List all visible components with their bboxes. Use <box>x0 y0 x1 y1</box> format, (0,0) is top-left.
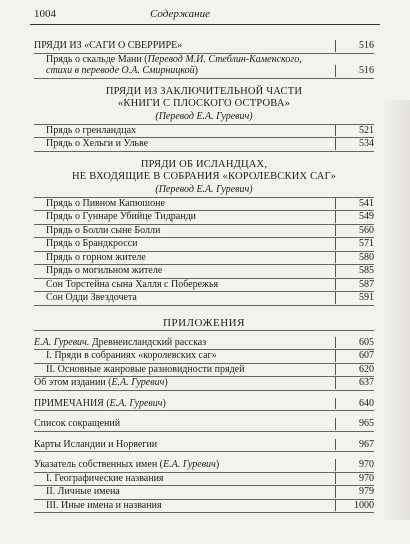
entry-title: Сон Торстейна сына Халля с Побережья <box>46 278 219 290</box>
toc-entry[interactable] <box>34 198 374 212</box>
toc-entry-mani[interactable] <box>34 54 374 79</box>
page-number: 1004 <box>34 8 56 20</box>
entry-title: Прядь о Пивном Капюшоне <box>46 197 165 209</box>
section-title-line: ПРЯДИ ОБ ИСЛАНДЦАХ, <box>140 158 268 170</box>
toc-entry[interactable] <box>34 500 374 514</box>
toc-entry-index[interactable] <box>34 459 374 473</box>
entry-title: Прядь о скальде Мани ( <box>46 53 148 65</box>
entry-page: 620 <box>335 364 374 376</box>
toc-entry[interactable] <box>34 252 374 266</box>
entry-page: 591 <box>335 292 374 304</box>
toc-entry-maps[interactable] <box>34 439 374 453</box>
toc-entry[interactable] <box>34 350 374 364</box>
translator-text: (Перевод Е.А. Гуревич) <box>155 110 253 122</box>
section-heading-flateyjarbok <box>34 86 374 111</box>
entry-page: 965 <box>335 418 374 430</box>
entry-page: 580 <box>335 252 374 264</box>
toc-entry[interactable] <box>34 125 374 139</box>
entry-author: Е.А. Гуревич <box>111 377 165 389</box>
translator-text: (Перевод Е.А. Гуревич) <box>155 183 253 195</box>
header-rule <box>30 24 380 25</box>
entry-title: ПРЯДИ ИЗ «САГИ О СВЕРРИРЕ» <box>34 40 183 51</box>
entry-page: 970 <box>335 473 374 485</box>
entry-title: ПРИМЕЧАНИЯ ( <box>34 397 110 409</box>
toc-entry[interactable] <box>34 211 374 225</box>
entry-paren: ) <box>164 377 168 389</box>
toc-entry[interactable] <box>34 486 374 500</box>
entry-page: 637 <box>335 377 374 389</box>
entry-author: Е.А. Гуревич <box>163 459 216 471</box>
section-title-line: ПРЯДИ ИЗ ЗАКЛЮЧИТЕЛЬНОЙ ЧАСТИ <box>105 85 303 97</box>
toc-entry[interactable] <box>34 265 374 279</box>
entry-author: Е.А. Гуревич. <box>34 336 90 348</box>
section-translator <box>34 184 374 198</box>
entry-title: Прядь о могильном жителе <box>46 265 163 277</box>
entry-paren: ) <box>194 65 198 76</box>
entry-title: Указатель собственных имен ( <box>34 459 163 471</box>
toc-entry-sverris-saga[interactable] <box>34 40 374 54</box>
entry-title: Прядь о гренландцах <box>46 124 137 136</box>
toc-entry-about-edition[interactable] <box>34 377 374 391</box>
toc-entry[interactable] <box>34 292 374 306</box>
toc-entry[interactable] <box>34 225 374 239</box>
entry-page: 560 <box>335 225 374 237</box>
section-title-line: «КНИГИ С ПЛОСКОГО ОСТРОВА» <box>117 98 291 110</box>
entry-page: 571 <box>335 238 374 250</box>
entry-page: 549 <box>335 211 374 223</box>
entry-title: II. Личные имена <box>46 486 120 498</box>
entry-page: 640 <box>335 398 374 410</box>
entry-page: 607 <box>335 350 374 362</box>
entry-translator: Перевод М.И. Стеблин-Каменского, стихи в переводе О.А. Смирницкой <box>46 53 302 76</box>
toc-entry[interactable] <box>34 364 374 378</box>
entry-page: 967 <box>335 439 374 451</box>
running-title: Содержание <box>150 8 211 20</box>
entry-title: II. Основные жанровые разновидности прядей <box>46 363 245 375</box>
entry-page: 970 <box>335 459 374 471</box>
entry-paren: ) <box>215 459 220 471</box>
appendices-heading: ПРИЛОЖЕНИЯ <box>34 317 374 331</box>
table-of-contents <box>34 40 374 513</box>
entry-page: 585 <box>335 265 374 277</box>
toc-entry[interactable] <box>34 473 374 487</box>
entry-title: Список сокращений <box>34 418 121 430</box>
entry-page: 979 <box>335 486 374 498</box>
entry-title: III. Иные имена и названия <box>46 499 162 511</box>
toc-entry-notes[interactable] <box>34 398 374 412</box>
entry-page: 605 <box>335 337 374 349</box>
entry-title: Карты Исландии и Норвегии <box>34 438 158 450</box>
entry-title: Прядь о Брандкросси <box>46 238 138 250</box>
entry-title: Сон Одди Звездочета <box>46 292 137 304</box>
entry-page: 541 <box>335 198 374 210</box>
entry-title: Прядь о Хельги и Ульве <box>46 138 149 150</box>
entry-author: Е.А. Гуревич <box>109 397 163 409</box>
toc-entry[interactable] <box>34 238 374 252</box>
entry-title: Прядь о горном жителе <box>46 251 146 263</box>
entry-page: 587 <box>335 279 374 291</box>
entry-page: 1000 <box>335 500 374 512</box>
entry-page: 516 <box>335 40 374 52</box>
entry-page: 516 <box>335 65 374 77</box>
section-title-line: НЕ ВХОДЯЩИЕ В СОБРАНИЯ «КОРОЛЕВСКИХ САГ» <box>71 171 337 183</box>
entry-paren: ) <box>162 397 166 409</box>
section-translator <box>34 111 374 125</box>
entry-title: Древнеисландский рассказ <box>89 336 207 348</box>
entry-title: Прядь о Гуннаре Убийце Тидранди <box>46 211 197 223</box>
toc-entry[interactable] <box>34 279 374 293</box>
entry-page: 521 <box>335 125 374 137</box>
entry-title: I. Географические названия <box>46 472 164 484</box>
page-edge-shadow <box>382 100 410 520</box>
entry-title: Об этом издании ( <box>34 377 112 389</box>
toc-entry-abbreviations[interactable] <box>34 418 374 432</box>
entry-title: Прядь о Болли сыне Болли <box>46 224 161 236</box>
toc-entry-old-icelandic-story[interactable] <box>34 337 374 351</box>
section-heading-icelanders <box>34 159 374 184</box>
toc-entry[interactable] <box>34 138 374 152</box>
entry-page: 534 <box>335 138 374 150</box>
entry-title: I. Пряди в собраниях «королевских саг» <box>46 350 217 362</box>
